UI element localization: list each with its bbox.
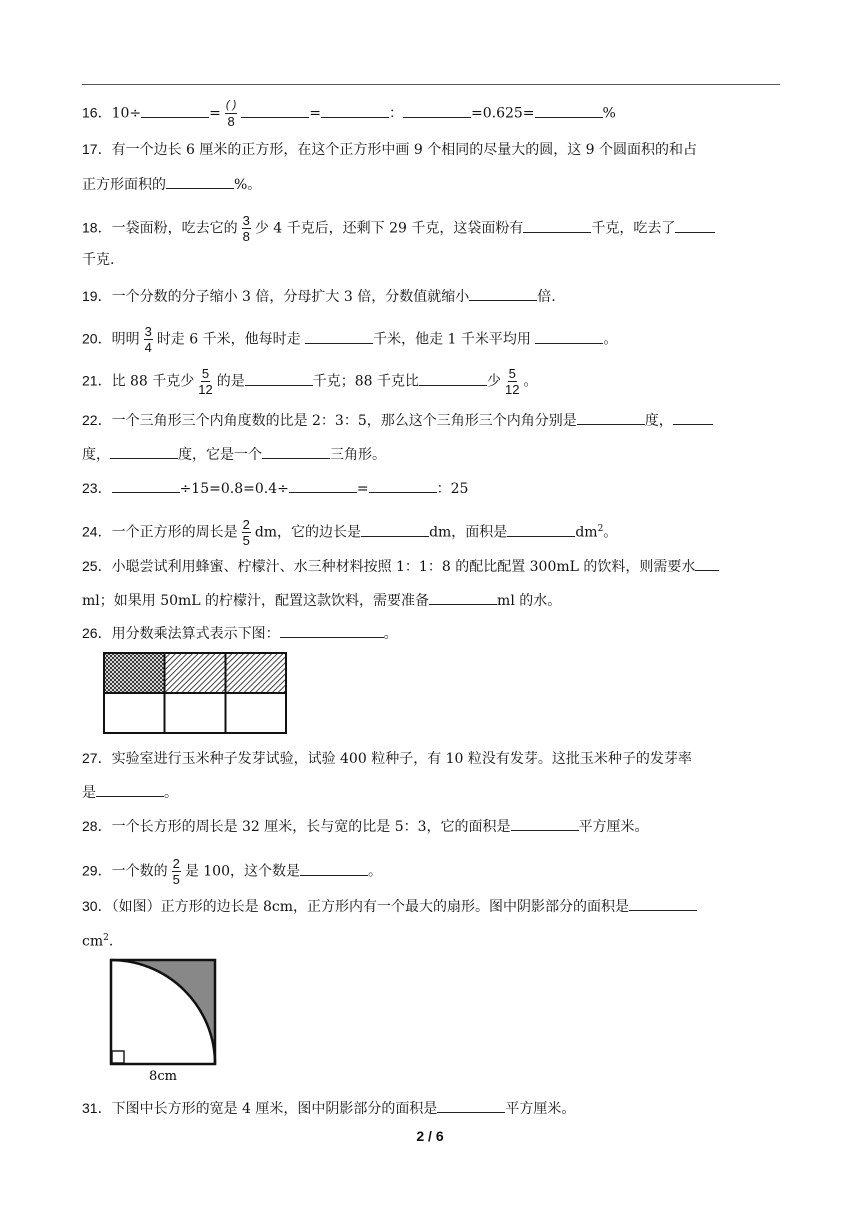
text: = xyxy=(209,105,221,122)
question-number: 30． xyxy=(82,898,112,914)
answer-blank[interactable] xyxy=(535,329,603,344)
text: 少 4 千克后，还剩下 29 千克，这袋面粉有 xyxy=(254,220,524,237)
numerator: 5 xyxy=(508,366,516,381)
text: 。 xyxy=(367,863,382,880)
denominator: 12 xyxy=(505,382,520,397)
text: 的是 xyxy=(216,373,245,390)
answer-blank[interactable] xyxy=(429,590,497,605)
answer-blank[interactable] xyxy=(695,556,719,571)
text: 三角形。 xyxy=(330,447,386,463)
question-number: 28． xyxy=(82,818,112,834)
answer-blank[interactable] xyxy=(535,103,603,118)
answer-blank[interactable] xyxy=(403,103,471,118)
question-23 xyxy=(82,478,782,499)
text: 一个正方形的周长是 xyxy=(111,524,238,541)
text: dm，它的边长是 xyxy=(254,524,362,541)
side-label: 8cm xyxy=(149,1069,177,1084)
denominator: 8 xyxy=(227,114,235,129)
fraction xyxy=(242,517,251,548)
fraction xyxy=(225,98,237,129)
sector-figure xyxy=(106,956,218,1086)
answer-blank[interactable] xyxy=(112,478,180,493)
question-number: 25． xyxy=(82,558,112,574)
answer-blank[interactable] xyxy=(166,174,234,189)
text: = xyxy=(356,481,369,497)
numerator: 5 xyxy=(201,366,210,381)
text: 。 xyxy=(603,331,618,348)
question-number: 21． xyxy=(82,372,112,389)
question-29 xyxy=(82,856,782,887)
question-30-line2 xyxy=(82,928,782,952)
right-angle-mark xyxy=(112,1051,124,1063)
question-16 xyxy=(82,98,782,129)
question-24 xyxy=(82,517,782,548)
text: dm xyxy=(575,524,598,541)
question-17-line2 xyxy=(82,174,782,195)
question-number: 17． xyxy=(82,141,112,157)
answer-blank[interactable] xyxy=(262,444,330,459)
answer-blank[interactable] xyxy=(523,218,591,233)
text: 10÷ xyxy=(111,105,142,122)
text: 千克；88 千克比 xyxy=(312,373,420,390)
text: 度，它是一个 xyxy=(178,447,262,463)
text: =0.625= xyxy=(470,105,535,122)
text: cm xyxy=(82,933,104,950)
text: 下图中长方形的宽是 4 厘米，图中阴影部分的面积是 xyxy=(111,1101,438,1117)
text: 千米，他走 1 千米平均用 xyxy=(373,331,531,348)
text: 小聪尝试利用蜂蜜、柠檬汁、水三种材料按照 1：1：8 的配比配置 300mL 的饮料，则需要水 xyxy=(111,559,696,575)
fraction xyxy=(144,324,153,355)
question-27-line2 xyxy=(82,782,782,803)
text: ml 的水。 xyxy=(497,593,562,609)
question-28 xyxy=(82,816,782,837)
header-rule xyxy=(82,84,780,85)
superscript: 2 xyxy=(103,933,109,943)
shaded-cell xyxy=(226,653,287,693)
question-number: 16． xyxy=(82,104,112,121)
text: dm，面积是 xyxy=(429,524,508,541)
denominator: 5 xyxy=(172,872,180,887)
text: . xyxy=(108,933,114,950)
answer-blank[interactable] xyxy=(511,816,579,831)
fraction xyxy=(505,366,519,397)
shaded-cell xyxy=(165,653,226,693)
text: %。 xyxy=(234,177,262,193)
question-number: 24． xyxy=(82,523,112,540)
question-31 xyxy=(82,1098,782,1119)
answer-blank[interactable] xyxy=(629,896,697,911)
text: 千克，吃去了 xyxy=(591,220,676,237)
text: ： xyxy=(388,105,403,122)
question-17 xyxy=(82,139,782,160)
text: 一个数的 xyxy=(111,863,168,880)
answer-blank[interactable] xyxy=(110,444,178,459)
answer-blank[interactable] xyxy=(507,522,575,537)
denominator: 5 xyxy=(242,533,250,548)
shaded-corner xyxy=(111,960,215,1064)
answer-blank[interactable] xyxy=(673,410,713,425)
answer-blank[interactable] xyxy=(361,522,429,537)
question-30 xyxy=(82,896,782,917)
numerator: 2 xyxy=(172,856,180,871)
fraction xyxy=(242,213,251,244)
numerator: 3 xyxy=(242,213,250,228)
text: 。 xyxy=(164,785,178,801)
text: 千克. xyxy=(82,252,115,268)
text: 少 xyxy=(487,373,502,390)
answer-blank[interactable] xyxy=(419,371,487,386)
text: （如图）正方形的边长是 8cm，正方形内有一个最大的扇形。图中阴影部分的面积是 xyxy=(111,899,630,915)
question-number: 27． xyxy=(82,750,112,766)
fraction xyxy=(172,856,181,887)
text: 时走 6 千米，他每时走 xyxy=(156,331,301,348)
numerator: 3 xyxy=(144,324,152,339)
question-25-line2 xyxy=(82,590,782,611)
grid-figure xyxy=(103,652,287,734)
answer-blank[interactable] xyxy=(577,410,645,425)
answer-blank[interactable] xyxy=(245,371,313,386)
text: 。 xyxy=(523,373,538,390)
question-25 xyxy=(82,556,782,577)
answer-blank[interactable] xyxy=(437,1098,505,1113)
text: 一个长方形的周长是 32 厘米，长与宽的比是 5：3，它的面积是 xyxy=(111,819,511,835)
text: 一个三角形三个内角度数的比是 2：3：5，那么这个三角形三个内角分别是 xyxy=(111,413,577,429)
question-18 xyxy=(82,213,782,244)
question-number: 20． xyxy=(82,330,112,347)
answer-blank[interactable] xyxy=(675,218,715,233)
text: 倍. xyxy=(537,289,556,305)
text: = xyxy=(309,105,321,122)
text: 是 100，这个数是 xyxy=(184,863,300,880)
answer-blank[interactable] xyxy=(241,103,309,118)
question-26 xyxy=(82,623,782,644)
question-number: 29． xyxy=(82,862,112,879)
text: 平方厘米。 xyxy=(578,819,649,835)
question-number: 18． xyxy=(82,219,112,236)
question-number: 22． xyxy=(82,412,112,428)
question-number: 19． xyxy=(82,288,112,304)
question-number: 31． xyxy=(82,1100,112,1116)
answer-blank[interactable] xyxy=(300,861,368,876)
text: 用分数乘法算式表示下图： xyxy=(111,626,280,642)
answer-blank[interactable] xyxy=(141,103,209,118)
answer-blank[interactable] xyxy=(280,623,384,638)
text: ml；如果用 50mL 的柠檬汁，配置这款饮料，需要准备 xyxy=(82,593,430,609)
text: ÷15=0.8=0.4÷ xyxy=(179,481,289,497)
text: 平方厘米。 xyxy=(505,1101,576,1117)
page-number: 2 / 6 xyxy=(416,1128,444,1144)
question-21 xyxy=(82,366,782,397)
text: 有一个边长 6 厘米的正方形，在这个正方形中画 9 个相同的尽量大的圆，这 9 个圆面积的和占 xyxy=(111,142,697,158)
text: 一个分数的分子缩小 3 倍，分母扩大 3 倍，分数值就缩小 xyxy=(111,289,470,305)
question-18-line2 xyxy=(82,250,782,270)
text: 实验室进行玉米种子发芽试验，试验 400 粒种子，有 10 粒没有发芽。这批玉米种子的发芽率 xyxy=(111,751,692,767)
denominator: 8 xyxy=(242,229,250,244)
text: % xyxy=(602,105,616,122)
question-22 xyxy=(82,410,782,431)
text: 。 xyxy=(603,524,618,541)
fraction xyxy=(198,366,212,397)
text: 比 88 千克少 xyxy=(111,373,195,390)
question-number: 23． xyxy=(82,480,112,496)
answer-blank[interactable] xyxy=(369,478,437,493)
answer-blank[interactable] xyxy=(96,782,164,797)
answer-blank[interactable] xyxy=(469,286,537,301)
question-22-line2 xyxy=(82,444,782,465)
text: 度， xyxy=(644,413,673,429)
answer-blank[interactable] xyxy=(305,329,373,344)
answer-blank[interactable] xyxy=(321,103,389,118)
text: 正方形面积的 xyxy=(82,177,166,193)
shaded-cell xyxy=(104,653,165,693)
question-19 xyxy=(82,286,782,307)
question-number: 26． xyxy=(82,625,112,641)
text: 明明 xyxy=(111,331,140,348)
text: ：25 xyxy=(436,481,469,497)
question-20 xyxy=(82,324,782,355)
question-27 xyxy=(82,748,782,769)
numerator: ( ) xyxy=(225,98,237,114)
text: 。 xyxy=(383,626,398,642)
denominator: 12 xyxy=(198,382,213,397)
text: 是 xyxy=(82,785,96,801)
text: 一袋面粉，吃去它的 xyxy=(111,220,238,237)
numerator: 2 xyxy=(242,517,250,532)
denominator: 4 xyxy=(144,340,152,355)
answer-blank[interactable] xyxy=(289,478,357,493)
text: 度， xyxy=(82,447,110,463)
superscript: 2 xyxy=(597,523,604,534)
